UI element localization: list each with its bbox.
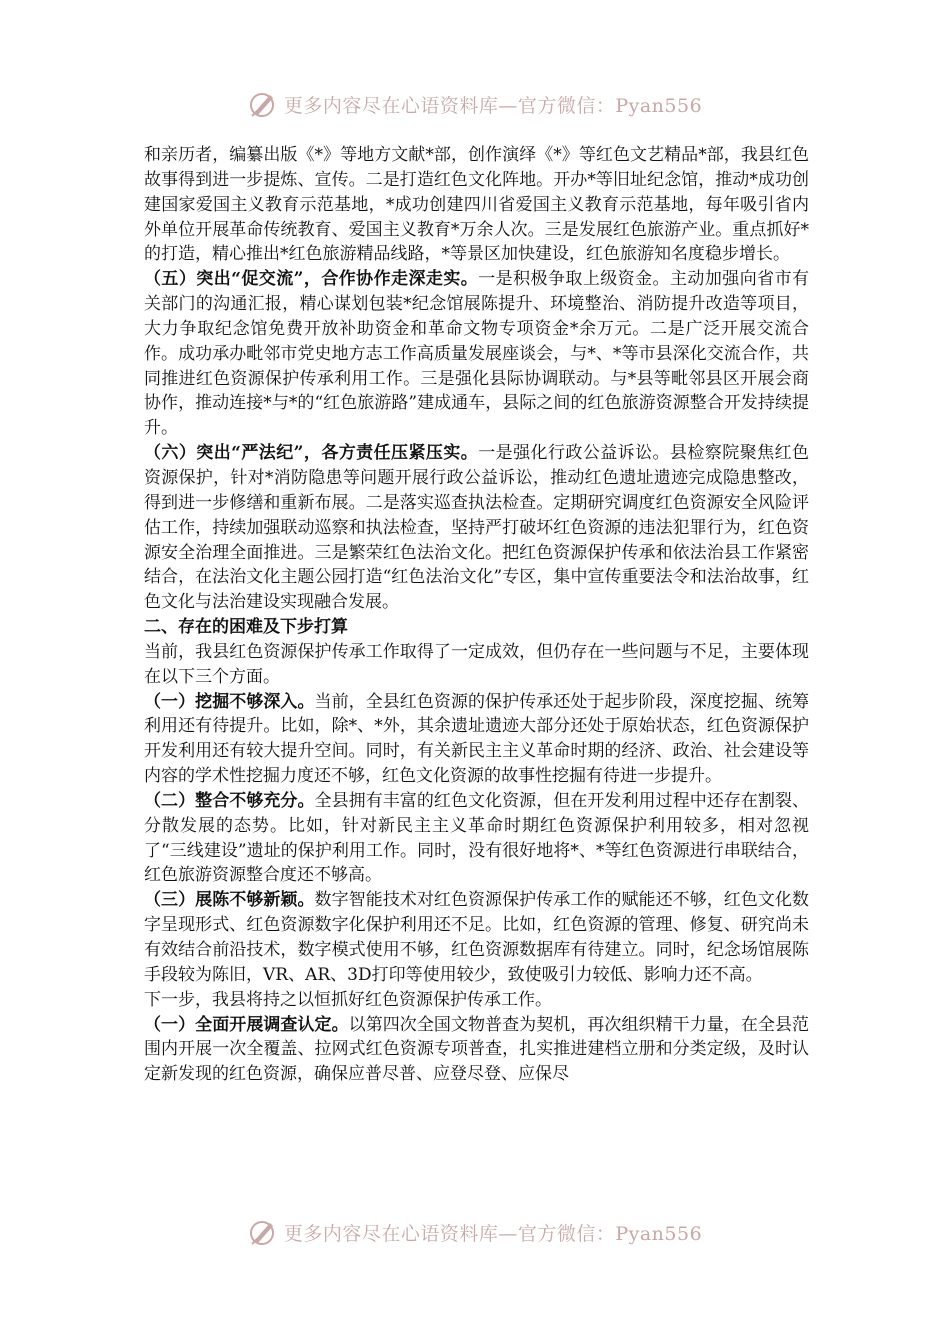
paragraph-1 <box>144 143 809 267</box>
paragraph-text: 和亲历者，编纂出版《*》等地方文献*部，创作演绎《*》等红色文艺精品*部，我县红色故事得到进一步提炼、宣传。二是打造红色文化阵地。开办*等旧址纪念馆，推动*成功创建国家爱国主义教育示范基地，*成功创建四川省爱国主义教育示范基地，每年吸引省内外单位开展革命传统教育、爱国主义教育*万余人次。三是发展红色旅游产业。重点抓好*的打造，精心推出*红色旅游精品线路，*等景区加快建设，红色旅游知名度稳步增长。 <box>144 145 809 265</box>
paragraph-text: 数字智能技术对红色资源保护传承工作的赋能还不够，红色文化数字呈现形式、红色资源数字化保护利用还不足。比如，红色资源的管理、修复、研究尚未有效结合前沿技术，数字模式使用不够，红色资源数据库有待建立。同时，纪念场馆展陈手段较为陈旧，VR、AR、3D打印等使用较少，致使吸引力较低、影响力还不高。 <box>144 890 810 985</box>
paragraph-5 <box>144 640 809 690</box>
paragraph-text: 一是强化行政公益诉讼。县检察院聚焦红色资源保护，针对*消防隐患等问题开展行政公益诉讼，推动红色遗址遗迹完成隐患整改，得到进一步修缮和重新布展。二是落实巡查执法检查。定期研究调度红色资源安全风险评估工作，持续加强联动巡察和执法检查，坚持严打破坏红色资源的违法犯罪行为，红色资源安全治理全面推进。三是繁荣红色法治文化。把红色资源保护传承和依法治县工作紧密结合，在法治文化主题公园打造“红色法治文化”专区，集中宣传重要法令和法治故事，红色文化与法治建设实现融合发展。 <box>144 443 810 613</box>
paragraph-3 <box>144 441 809 615</box>
paragraph-text: 全县拥有丰富的红色文化资源，但在开发利用过程中还存在割裂、分散发展的态势。比如，针对新民主主义革命时期红色资源保护利用较多，相对忽视了“三线建设”遗址的保护利用工作。同时，没有很好地将*、*等红色资源进行串联结合，红色旅游资源整合度还不够高。 <box>144 790 810 886</box>
paragraph-10 <box>144 1013 809 1088</box>
paragraph-text: 一是积极争取上级资金。主动加强向省市有关部门的沟通汇报，精心谋划包装*纪念馆展陈提升、环境整治、消防提升改造等项目，大力争取纪念馆免费开放补助资金和革命文物专项资金*余万元。二是广泛开展交流合作。成功承办毗邻市党史地方志工作高质量发展座谈会，与*、*等市县深化交流合作，共同推进红色资源保护传承利用工作。三是强化县际协调联动。与*县等毗邻县区开展会商协作，推动连接*与*的“红色旅游路”建成通车，县际之间的红色旅游资源整合开发持续提升。 <box>144 269 810 439</box>
section-heading-5: （五）突出“促交流”，合作协作走深走实。 <box>144 269 479 290</box>
paragraph-7 <box>144 789 809 888</box>
footer-watermark-text: 更多内容尽在心语资料库—官方微信：Pyan556 <box>283 1222 703 1245</box>
header-watermark <box>0 84 950 124</box>
paragraph-text: 下一步，我县将持之以恒抓好红色资源保护传承工作。 <box>144 989 552 1010</box>
chapter-heading-2: 二、存在的困难及下步打算 <box>144 617 348 638</box>
quill-logo-icon <box>248 1217 278 1247</box>
paragraph-4 <box>144 615 809 640</box>
paragraph-text: 以第四次全国文物普查为契机，再次组织精干力量，在全县范围内开展一次全覆盖、拉网式红色资源专项普查，扎实推进建档立册和分类定级，及时认定新发现的红色资源，确保应普尽普、应登尽登、应保尽 <box>144 1014 810 1085</box>
paragraph-text: 当前，全县红色资源的保护传承还处于起步阶段，深度挖掘、统筹利用还有待提升。比如，除*、*外，其余遗址遗迹大部分还处于原始状态，红色资源保护开发利用还有较大提升空间。同时，有关新民主主义革命时期的经济、政治、社会建设等内容的学术性挖掘力度还不够，红色文化资源的故事性挖掘有待进一步提升。 <box>144 691 810 787</box>
section-heading-6: （六）突出“严法纪”，各方责任压紧压实。 <box>144 443 479 464</box>
quill-logo-icon <box>248 89 278 119</box>
paragraph-6 <box>144 690 809 789</box>
paragraph-8 <box>144 888 809 987</box>
problem-heading-1: （一）挖掘不够深入。 <box>144 691 315 712</box>
header-watermark-text: 更多内容尽在心语资料库—官方微信：Pyan556 <box>283 94 703 117</box>
plan-heading-1: （一）全面开展调查认定。 <box>144 1014 349 1035</box>
footer-watermark <box>0 1212 950 1252</box>
problem-heading-3: （三）展陈不够新颖。 <box>144 890 315 911</box>
paragraph-text: 当前，我县红色资源保护传承工作取得了一定成效，但仍存在一些问题与不足，主要体现在以下三个方面。 <box>144 641 809 687</box>
document-body <box>144 143 809 1087</box>
paragraph-2 <box>144 267 809 441</box>
paragraph-9 <box>144 988 809 1013</box>
problem-heading-2: （二）整合不够充分。 <box>144 790 315 811</box>
